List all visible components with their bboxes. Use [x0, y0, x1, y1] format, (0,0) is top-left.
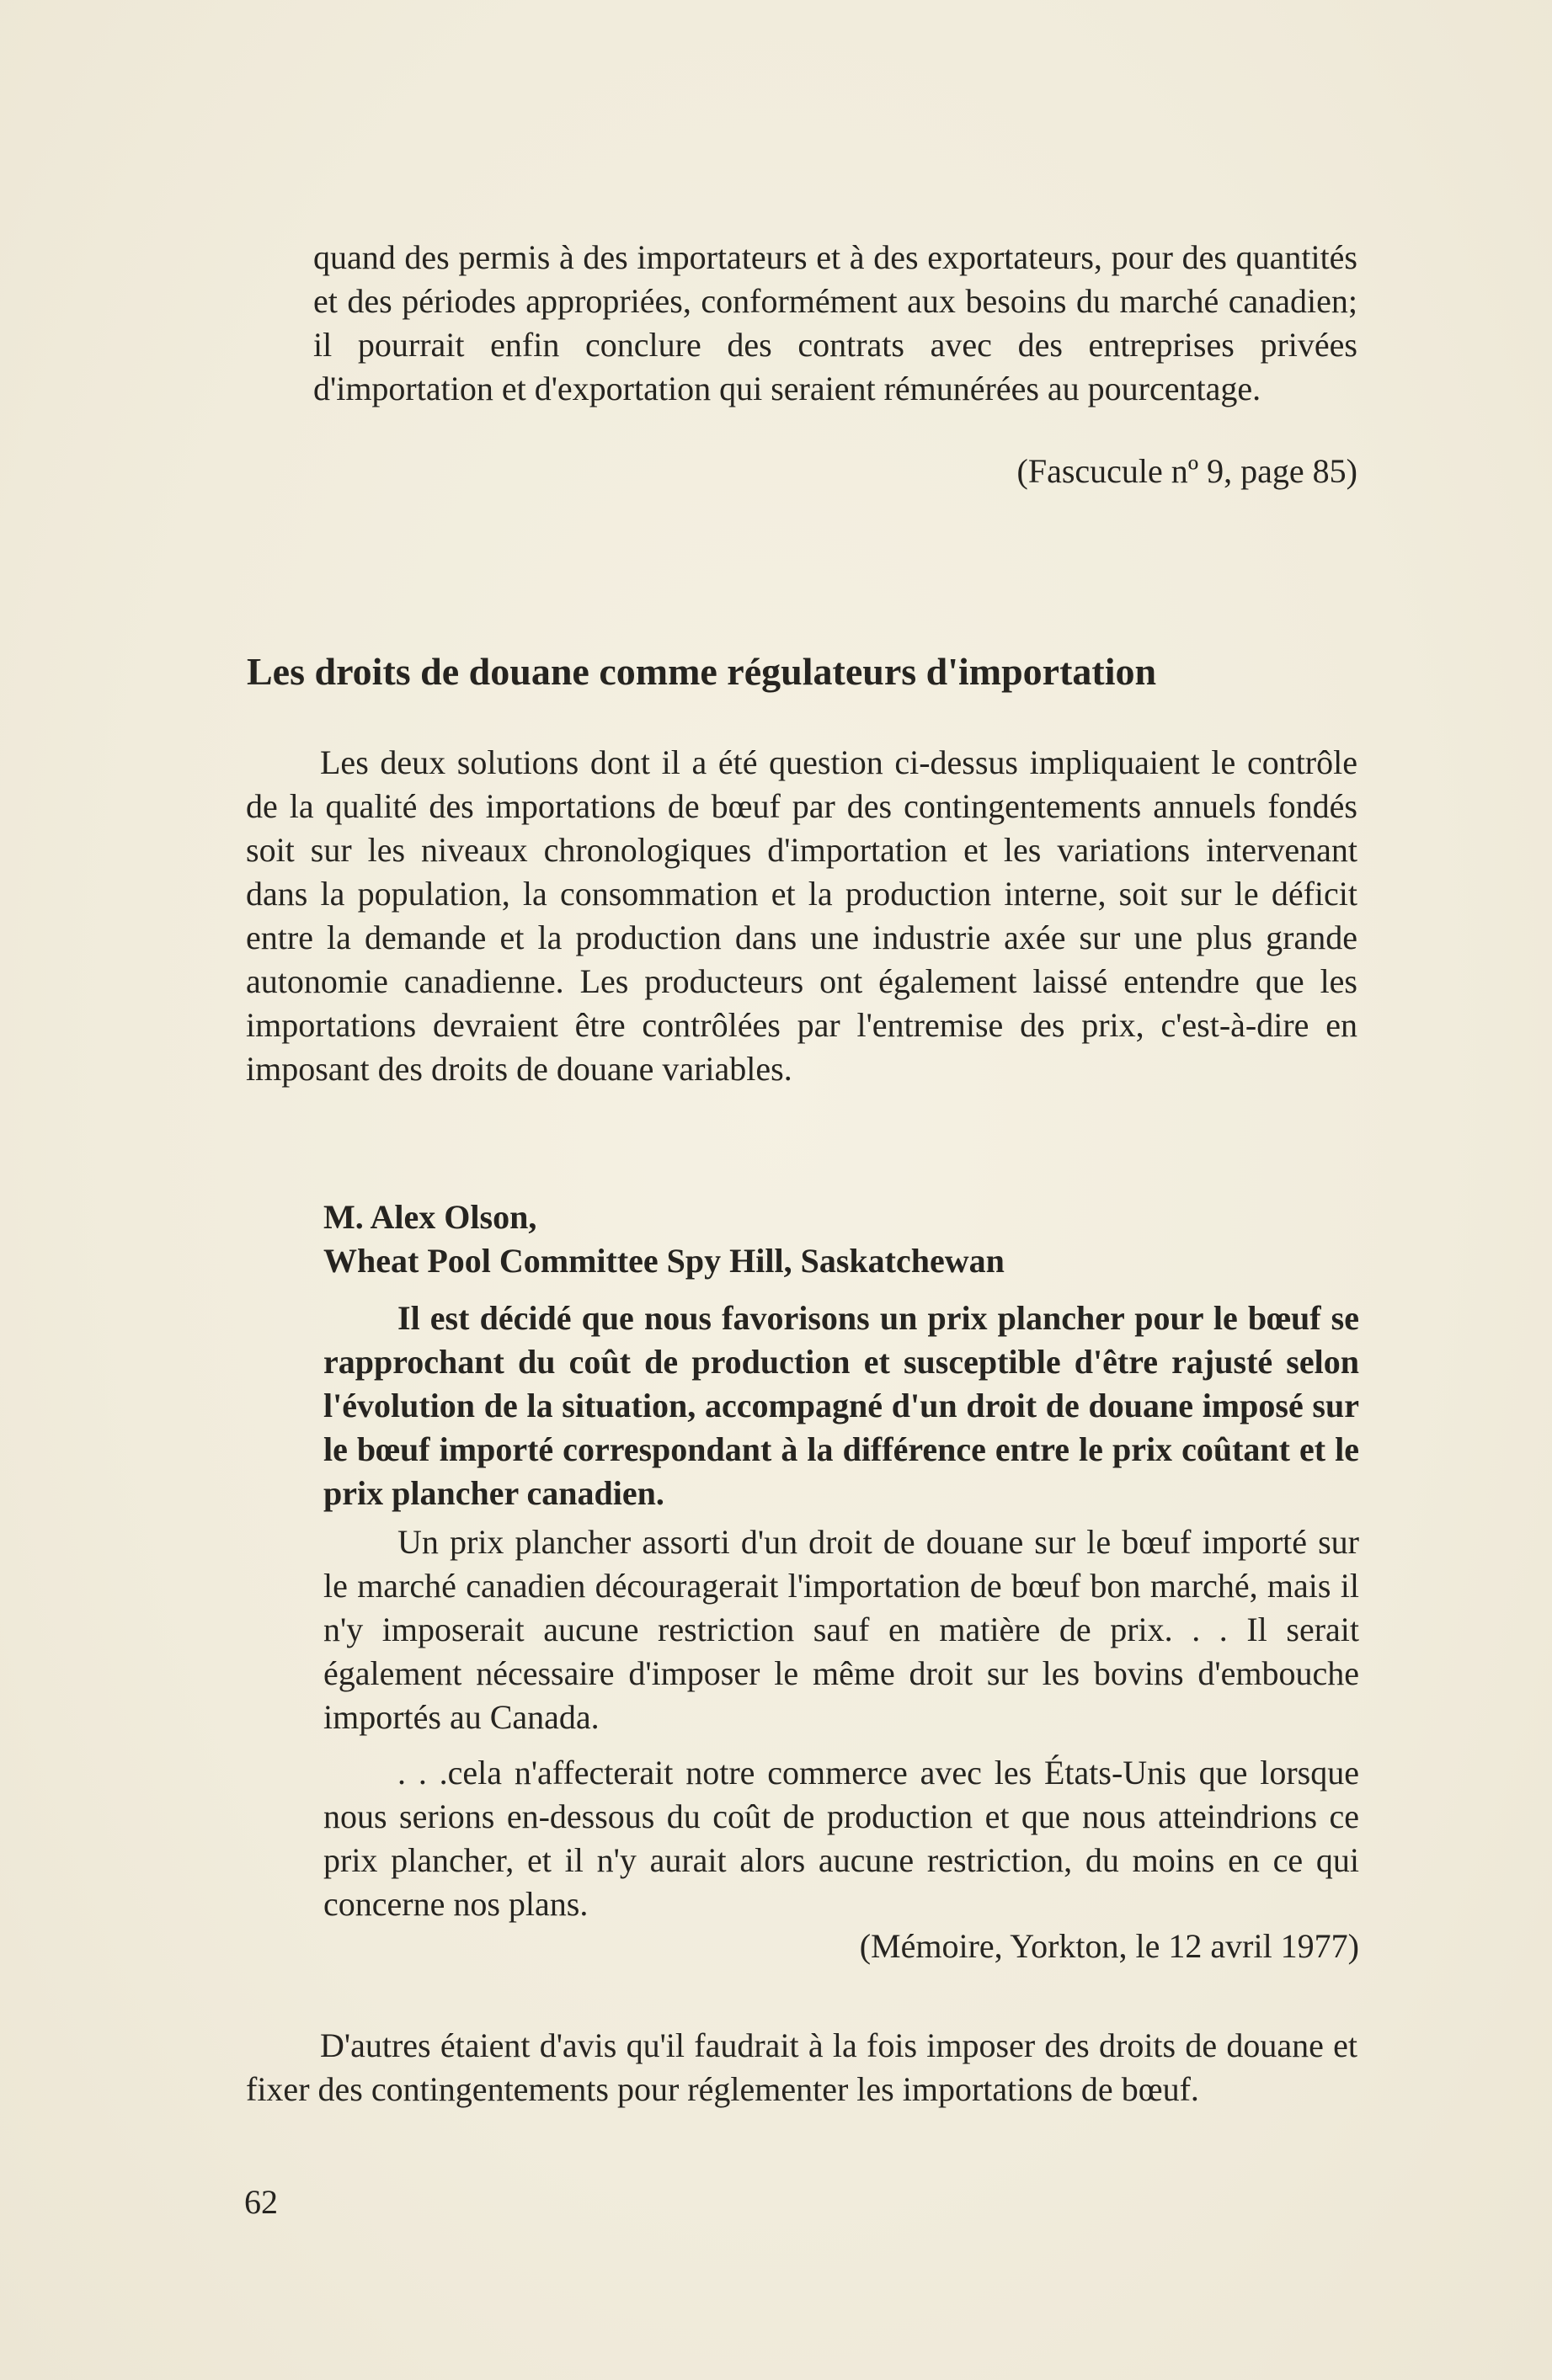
page-number: 62 — [244, 2183, 278, 2221]
closing-paragraph: D'autres étaient d'avis qu'il faudrait à la fois imposer des droits de douane et fixer des contingentements pour réglementer les importations de bœuf. — [246, 2026, 1357, 2108]
quote-paragraph-2: . . .cela n'affecterait notre commerce avec les États-Unis que lorsque nous serions en-dessous du coût de production et que nous atteindrions ce prix plancher, et il n'y aurait alors aucune restriction, du moins en ce qui concerne nos plans. — [323, 1754, 1359, 1923]
quote-paragraph-1: Un prix plancher assorti d'un droit de douane sur le bœuf importé sur le marché canadien découragerait l'importation de bœuf bon marché, mais il n'y imposerait aucune restriction sauf en matière de prix. . . Il serait également nécessaire d'imposer le même droit sur les bovins d'embouche importés au Canada. — [323, 1523, 1359, 1736]
section-heading: Les droits de douane comme régulateurs d'importation — [247, 650, 1157, 693]
body-paragraph-1: Les deux solutions dont il a été question ci-dessus impliquaient le contrôle de la qualité des importations de bœuf par des contingentements annuels fondés soit sur les niveaux chronologiques d'importation et les variations intervenant dans la population, la consommation et la production interne, soit sur le déficit entre la demande et la production dans une industrie axée sur une plus grande autonomie canadienne. Les producteurs ont également laissé entendre que les importations devraient être contrôlées par l'entremise des prix, c'est-à-dire en imposant des droits de douane variables. — [246, 743, 1357, 1088]
citation-memoire: (Mémoire, Yorkton, le 12 avril 1977) — [859, 1927, 1359, 1965]
quote-resolution: Il est décidé que nous favorisons un prix plancher pour le bœuf se rapprochant du coût de production et susceptible d'être rajusté selon l'évolution de la situation, accompagné d'un droit de douane imposé sur le bœuf importé correspondant à la différence entre le prix coûtant et le prix plancher canadien. — [323, 1299, 1359, 1512]
speaker-affiliation: Wheat Pool Committee Spy Hill, Saskatchewan — [323, 1242, 1005, 1280]
continuation-paragraph: quand des permis à des importateurs et à des exportateurs, pour des quantités et des périodes appropriées, conformément aux besoins du marché canadien; il pourrait enfin conclure des contrats avec des entreprises privées d'importation et d'exportation qui seraient rémunérées au pourcentage. — [313, 238, 1357, 407]
citation-fascicule: (Fascucule nº 9, page 85) — [1016, 452, 1357, 490]
speaker-name: M. Alex Olson, — [323, 1198, 537, 1236]
